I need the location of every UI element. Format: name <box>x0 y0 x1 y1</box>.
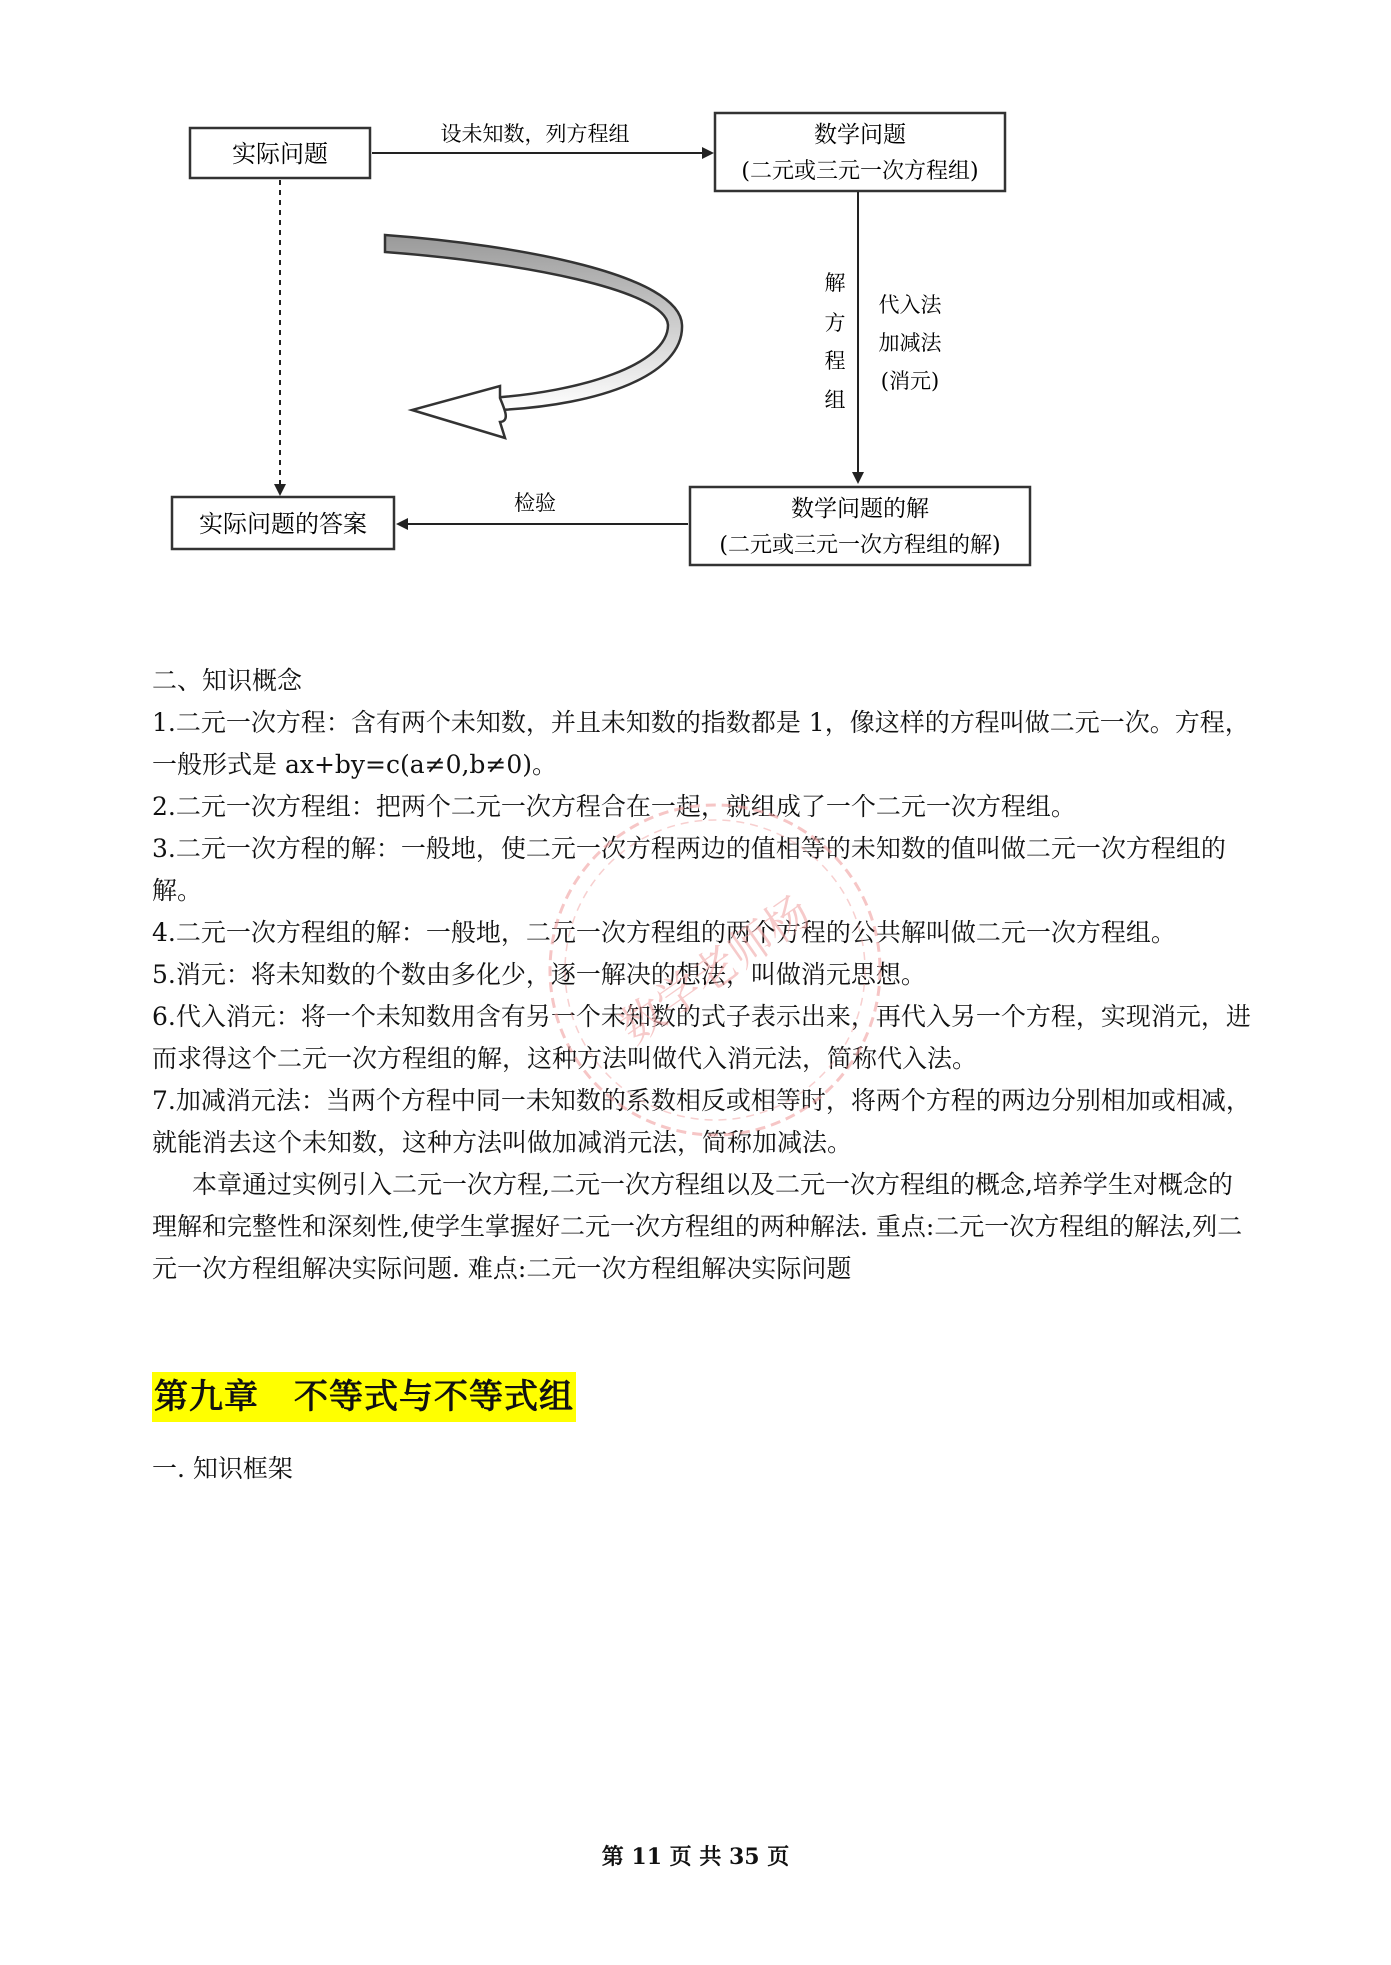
curved-arrow-shape <box>385 235 682 438</box>
box-math-problem <box>715 113 1005 191</box>
chapter-heading: 第九章 不等式与不等式组 <box>152 1372 576 1422</box>
paragraph-6: 6.代入消元：将一个未知数用含有另一个未知数的式子表示出来，再代入另一个方程，实现消元，进而求得这个二元一次方程组的解，这种方法叫做代入消元法，简称代入法。 <box>152 1002 1251 1073</box>
flowchart-diagram <box>0 0 1391 600</box>
solve-char-2: 方 <box>824 311 846 335</box>
box-math-problem-line2: (二元或三元一次方程组) <box>741 159 979 184</box>
box-math-solution-line1: 数学问题的解 <box>791 496 929 522</box>
box-math-solution-line2: (二元或三元一次方程组的解) <box>719 533 1001 558</box>
box-math-solution <box>690 487 1030 565</box>
paragraph-4: 4.二元一次方程组的解：一般地，二元一次方程组的两个方程的公共解叫做二元一次方程组。 <box>152 918 1176 947</box>
paragraph-3: 3.二元一次方程的解：一般地，使二元一次方程两边的值相等的未知数的值叫做二元一次方程组的解。 <box>152 834 1226 905</box>
method-line-1: 代入法 <box>878 293 942 317</box>
box-real-problem <box>190 128 370 178</box>
summary-paragraph: 本章通过实例引入二元一次方程,二元一次方程组以及二元一次方程组的概念,培养学生对概念的理解和完整性和深刻性,使学生掌握好二元一次方程组的两种解法. 重点:二元一次方程组的解法,列二元一次方程组解决实际问题. 难点:二元一次方程组解决实际问题 <box>152 1170 1243 1283</box>
solve-char-4: 组 <box>824 388 846 412</box>
arrow-verify-label: 检验 <box>514 491 556 515</box>
arrow-formulate-label: 设未知数，列方程组 <box>440 122 630 146</box>
subsection-title: 一. 知识框架 <box>152 1454 293 1483</box>
section-title: 二、知识概念 <box>152 666 303 695</box>
paragraph-7: 7.加减消元法：当两个方程中同一未知数的系数相反或相等时，将两个方程的两边分别相加或相减，就能消去这个未知数，这种方法叫做加减消元法，简称加减法。 <box>152 1086 1251 1157</box>
paragraph-1: 1.二元一次方程：含有两个未知数，并且未知数的指数都是 1，像这样的方程叫做二元一次。方程，一般形式是 ax+by=c(a≠0,b≠0)。 <box>152 708 1250 779</box>
solve-char-1: 解 <box>824 271 846 295</box>
solve-char-3: 程 <box>824 349 846 373</box>
box-answer <box>172 497 394 549</box>
content-body <box>152 660 1252 1290</box>
box-real-problem-label: 实际问题 <box>232 140 328 168</box>
paragraph-5: 5.消元：将未知数的个数由多化少，逐一解决的想法，叫做消元思想。 <box>152 960 926 989</box>
box-math-problem-line1: 数学问题 <box>814 122 906 148</box>
box-answer-label: 实际问题的答案 <box>199 510 367 538</box>
method-line-2: 加减法 <box>878 331 942 355</box>
paragraph-2: 2.二元一次方程组：把两个二元一次方程合在一起，就组成了一个二元一次方程组。 <box>152 792 1076 821</box>
page-footer: 第 11 页 共 35 页 <box>601 1844 790 1870</box>
stamp-text: 数学老师杨 <box>610 886 821 1055</box>
method-line-3: (消元) <box>880 369 940 393</box>
